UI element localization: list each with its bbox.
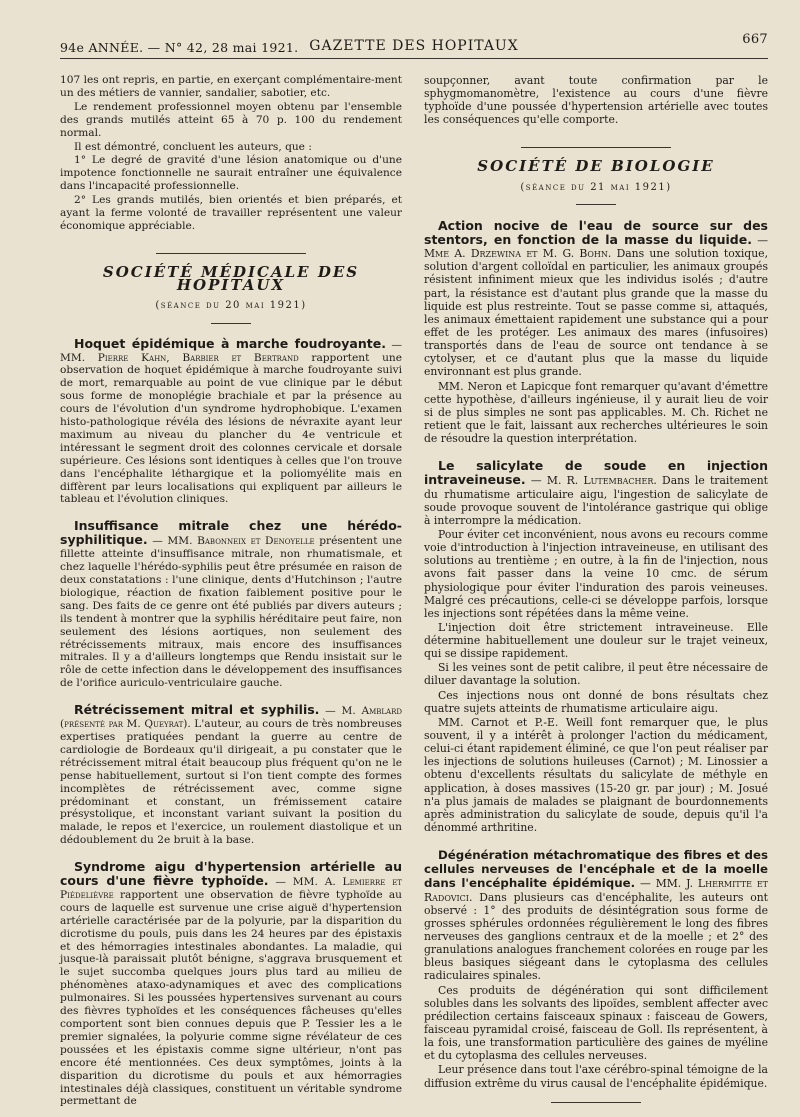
article-body: Dans plusieurs cas d'encéphalite, les auteurs ont observé : 1° des produits de désintégration sous forme de grosses sphérules ordonnées régulièrement le long des fibres nerveuses des ganglions centraux et de la moelle ; et 2° des granulations analogues franchement colorées en rouge par les bleus basiques siégeant dans le cytoplasma des cellules radiculaires spinales. <box>424 890 768 983</box>
session-date: (séance du 20 mai 1921) <box>155 299 307 311</box>
article-paragraph: Si les veines sont de petit calibre, il peut être nécessaire de diluer davantage la solution. <box>424 661 768 688</box>
article <box>424 219 768 445</box>
article-paragraph: Ces produits de dégénération qui sont difficilement solubles dans les solvants des lipoïdes, semblent affecter avec prédilection certains faisceaux spinaux : faisceau de Gowers, faisceau pyramidal croisé, faisceau de Goll. Ils représentent, à la fois, une transformation particulière des gaines de myéline et du cytoplasma des cellules nerveuses. <box>424 983 768 1063</box>
session-rule <box>576 204 616 205</box>
article-authors: — Mme A. Drzewina et M. G. Bohn. <box>424 233 768 261</box>
article <box>424 848 768 1090</box>
article-title: Action nocive de l'eau de source sur des stentors, en fonction de la masse du liquide. <box>424 217 768 247</box>
issue-info: 94e ANNÉE. — N° 42, 28 mai 1921. <box>60 40 299 55</box>
society-heading <box>424 147 768 205</box>
article-title: Syndrome aigu d'hypertension artérielle au cours d'une fièvre typhoïde. <box>60 859 402 889</box>
page-number: 667 <box>742 32 768 47</box>
right-column <box>424 74 768 1103</box>
intro-paragraph: soupçonner, avant toute confirmation par le sphygmomanomètre, l'existence au cours d'une fièvre typhoïde d'une poussée d'hypertension artérielle avec toutes les conséquences qu'elle comporte. <box>424 74 768 127</box>
article-paragraph: MM. Carnot et P.-E. Weill font remarquer que, le plus souvent, il y a intérêt à prolonger l'action du médicament, celui-ci étant rapidement éliminé, ce que l'on peut réaliser par les injections de solutions huileuses (Carnot) ; M. Linossier a obtenu d'excellents résultats du salicylate de méthyle en application, à doses massives (15-20 gr. par jour) ; M. Josué n'a plus jamais de malades se plaignant de bourdonnements après administration du salicylate de soude, depuis qu'il l'a dénommé arthritine. <box>424 715 768 835</box>
article-body: L'auteur, au cours de très nombreuses expertises pratiquées pendant la guerre au centre de cardiologie de Bordeaux qu'il dirigeait, a pu constater que le rétrécissement mitral était beaucoup plus fréquent qu'on ne le pense habituellement, surtout si l'on tient compte des formes incomplètes de rétrécissement avec, comme signe prédominant et constant, un frémissement cataire présystolique, et inconstant variant suivant la position du malade, le repos et l'exercice, un roulement diastolique et un dédoublement du 2e bruit à la base. <box>60 718 402 847</box>
article-authors: — MM. A. Lemierre et Piédelièvre <box>60 876 402 901</box>
intro-paragraph: Le rendement professionnel moyen obtenu par l'ensemble des grands mutilés atteint 65 à 70 p. 100 du rendement normal. <box>60 100 402 139</box>
intro-paragraph: 2° Les grands mutilés, bien orientés et bien préparés, et ayant la ferme volonté de travailler représentent une valeur économique appréciable. <box>60 194 402 232</box>
end-rule <box>551 1102 641 1103</box>
article-body: Dans le traitement du rhumatisme articulaire aigu, l'ingestion de salicylate de soude provoque souvent de l'intolérance gastrique qui oblige à interrompre la médication. <box>424 474 769 527</box>
article <box>60 335 402 507</box>
session-rule <box>211 323 251 324</box>
article-title: Insuffisance mitrale chez une hérédo-syphilitique. <box>60 518 402 548</box>
intro-paragraph: Il est démontré, concluent les auteurs, que : <box>74 140 312 153</box>
article-body: rapportent une observation de hoquet épidémique à marche foudroyante suivi de mort, remarquable au point de vue clinique par le début sous forme de monoplégie brachiale et par la présence au cours de l'évolution d'un syndrome hydrophobique. L'examen histo-pathologique révéla des lésions de névraxite ayant leur maximum au niveau du plancher du 4e ventricule et intéressant le segment droit des colonnes cervicale et dorsale supérieure. Ces lésions sont identiques à celles que l'on trouve dans l'encéphalite léthargique et la poliomyélite mais en diffèrent par leurs localisations qui expliquent par ailleurs le tableau et l'évolution cliniques. <box>60 351 402 506</box>
article-body: Dans une solution toxique, solution d'argent colloïdal en particulier, les animaux groupés résistent infiniment mieux que les individus isolés ; d'autre part, la résistance est d'autant plus grande que la masse du liquide est plus restreinte. Tout se passe comme si, attaqués, les animaux émettaient rapidement une substance qui a pour effet de les protéger. Les animaux des mares (infusoires) transportés dans de l'eau de source ont tendance à se cytolyser, et ce d'autant plus que la masse du liquide environnant est plus grande. <box>424 247 768 379</box>
article-paragraph: MM. Neron et Lapicque font remarquer qu'avant d'émettre cette hypothèse, d'ailleurs ingénieuse, il y aurait lieu de voir si de plus simples ne sont pas applicables. M. Ch. Richet ne retient que le fait, laissant aux recherches ultérieures le soin de résoudre la question interprétation. <box>424 379 768 446</box>
article-title: Rétrécissement mitral et syphilis. <box>74 702 320 718</box>
article-body: rapportent une observation de fièvre typhoïde au cours de laquelle est survenue une crise aiguë d'hypertension artérielle caractérisée par de la polyurie, par la disparition du dicrotisme du pouls, puis dans les 24 heures par des épistaxis et des hémorragies intestinales abondantes. La maladie, qui jusque-là paraissait plutôt bénigne, s'aggrava brusquement et le sujet succomba quelques jours plus tard au milieu de phénomènes ataxo-adynamiques et avec des complications pulmonaires. Si les poussées hypertensives survenant au cours des fièvres typhoïdes et les conséquences fâcheuses qu'elles comportent sont bien connues depuis que P. Tessier les a le premier signalées, la polyurie comme signe révélateur de ces poussées et les épistaxis comme signe ultérieur, n'ont pas encore été mentionnées. Ces deux symptômes, joints à la disparition du dicrotisme du pouls et aux hémorragies intestinales déjà classiques, constituent un véritable syndrome permettant de <box>60 888 402 1108</box>
intro-paragraph: 107 les ont repris, en partie, en exerçant complémentaire-ment un des métiers de vannier, sandalier, sabotier, etc. <box>60 74 402 99</box>
article-paragraph: Pour éviter cet inconvénient, nous avons eu recours comme voie d'introduction à l'injection intraveineuse, en utilisant des solutions au trentième ; en outre, à la fin de l'injection, nous avons fait passer dans la veine 10 cmc. de sérum physiologique pour éviter l'induration des parois veineuses. Malgré ces précautions, celle-ci se développe parfois, lorsque les injections sont répétées dans la même veine. <box>424 527 768 620</box>
society-title: SOCIÉTÉ MÉDICALE DES HOPITAUX <box>102 262 360 294</box>
article-paragraph: L'injection doit être strictement intraveineuse. Elle détermine habituellement une douleur sur le trajet veineux, qui se dissipe rapidement. <box>424 620 768 661</box>
article <box>60 520 402 690</box>
session-date: (séance du 21 mai 1921) <box>520 181 672 193</box>
intro-paragraph: 1° Le degré de gravité d'une lésion anatomique ou d'une impotence fonctionnelle ne saurait entraîner une équivalence dans l'incapacité professionnelle. <box>60 154 402 193</box>
article-authors: — MM. Pierre Kahn, Barbier et Bertrand <box>60 338 402 364</box>
article <box>60 704 402 847</box>
section-rule <box>521 147 671 148</box>
article-body: présentent une fillette atteinte d'insuffisance mitrale, non rhumatismale, et chez laquelle l'hérédo-syphilis peut être présumée en raison de deux constatations : l'une clinique, dents d'Hutchinson ; l'autre biologique, réaction de fixation faiblement positive pour le sang. Des faits de ce genre ont été publiés par divers auteurs ; ils tendent à montrer que la syphilis héréditaire peut faire, non seulement des lésions aortiques, non seulement des rétrécissements mitraux, mais encore des insuffisances mitrales. Il y a d'ailleurs longtemps que Rendu insistait sur le rôle de cette infection dans le développement des insuffisances de l'orifice auriculo-ventriculaire gauche. <box>60 535 402 690</box>
article-title: Hoquet épidémique à marche foudroyante. <box>74 335 386 351</box>
article-paragraph: Leur présence dans tout l'axe cérébro-spinal témoigne de la diffusion extrême du virus causal de l'encéphalite épidémique. <box>424 1063 768 1090</box>
left-column <box>60 74 402 1109</box>
page-header <box>60 30 768 56</box>
article-title: Dégénération métachromatique des fibres et des cellules nerveuses de l'encéphale et de la moelle dans l'encéphalite épidémique. <box>424 848 768 891</box>
journal-title: GAZETTE DES HOPITAUX <box>309 38 519 54</box>
article <box>424 459 768 834</box>
article-authors: — M. R. Lutembacher. <box>525 474 657 488</box>
article-authors: — M. Amblard (présenté par M. Queyrat). <box>60 705 402 731</box>
article-paragraph: Ces injections nous ont donné de bons résultats chez quatre sujets atteints de rhumatisme articulaire aigu. <box>424 688 768 715</box>
society-title: SOCIÉTÉ DE BIOLOGIE <box>477 156 715 175</box>
article-authors: — MM. Babonneix et Denoyelle <box>147 535 315 548</box>
article <box>60 861 402 1108</box>
society-heading <box>60 253 402 324</box>
header-rule <box>60 58 768 59</box>
article-title: Le salicylate de soude en injection intraveineuse. <box>424 458 768 488</box>
section-rule <box>156 253 306 254</box>
article-authors: — MM. J. Lhermitte et Radovici. <box>424 877 768 904</box>
